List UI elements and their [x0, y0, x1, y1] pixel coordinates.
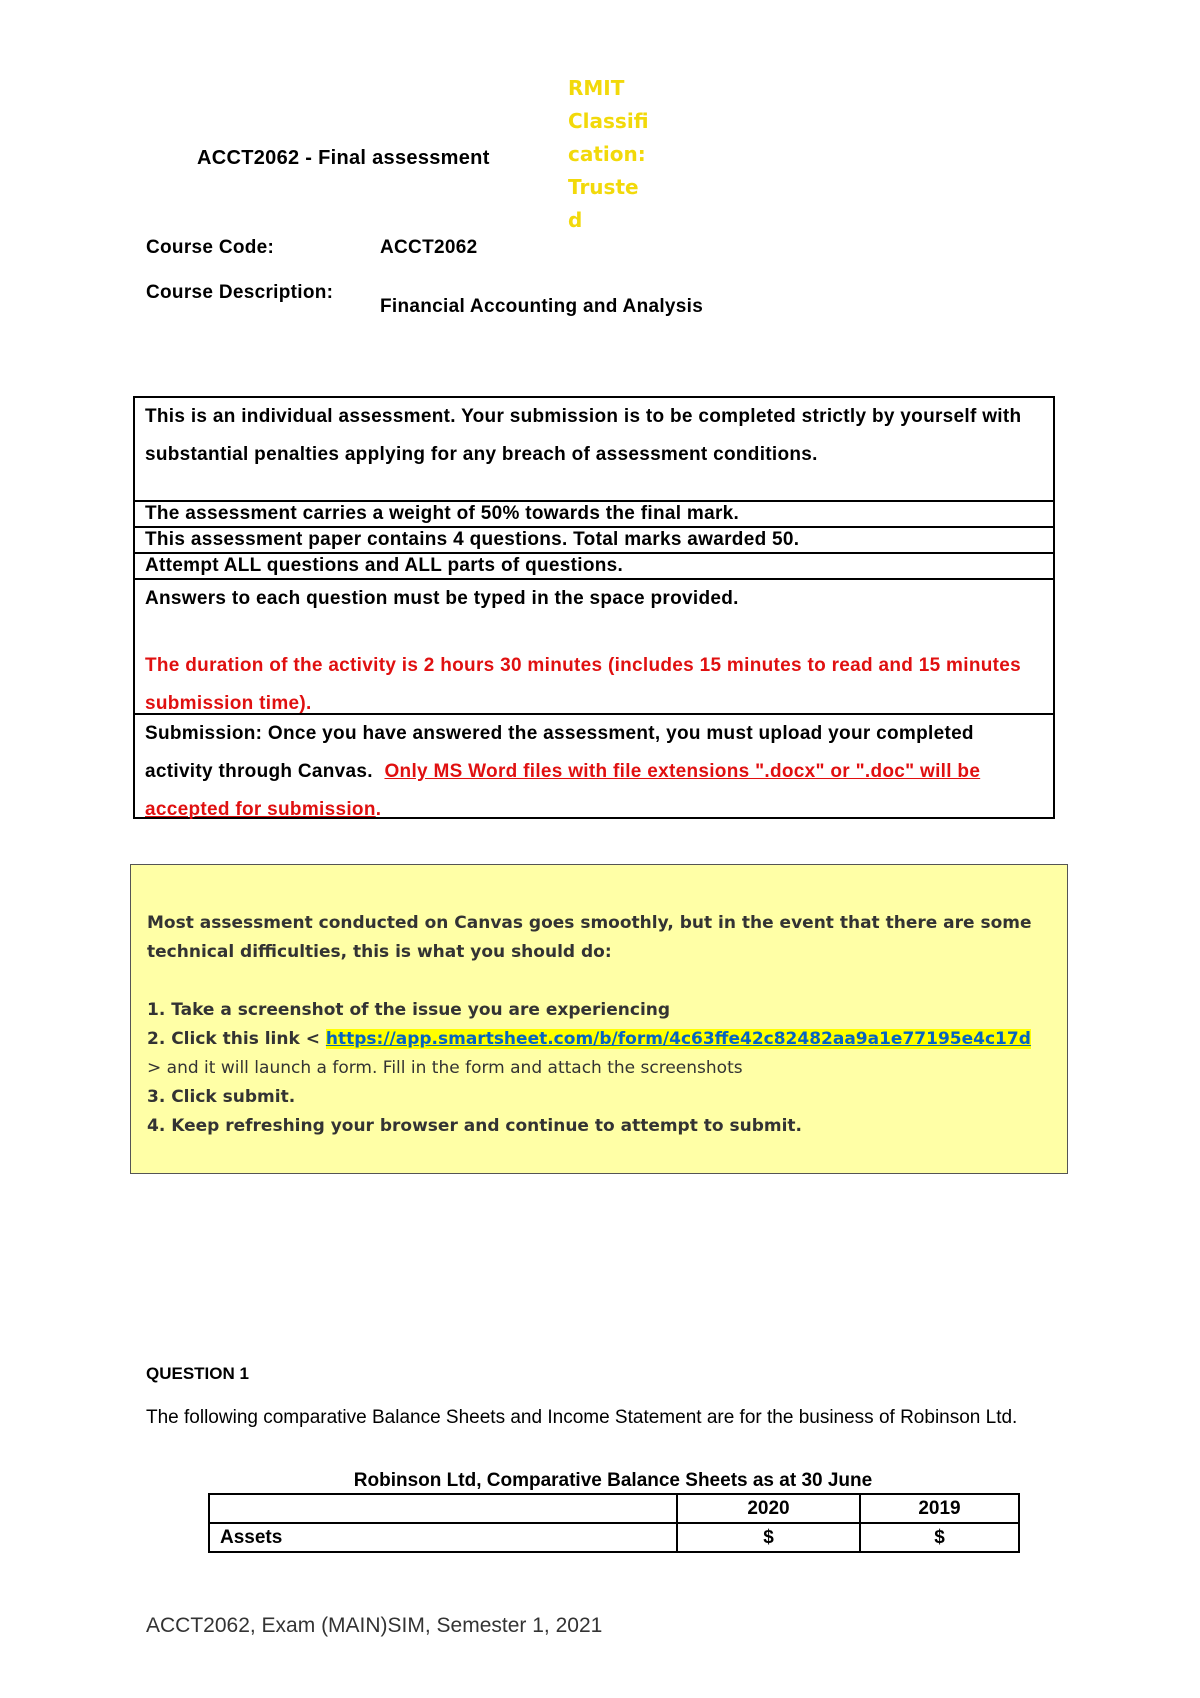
table-cell — [210, 1495, 678, 1522]
instruction-attempt-all: Attempt ALL questions and ALL parts of questions. — [135, 554, 1053, 580]
tech-step-4: 4. Keep refreshing your browser and continue to attempt to submit. — [147, 1116, 803, 1136]
technical-difficulties-box — [130, 864, 1068, 1174]
instruction-duration: The duration of the activity is 2 hours 30 minutes (includes 15 minutes to read and 15 minutes submission time). — [145, 655, 1021, 714]
instruction-questions: This assessment paper contains 4 questions. Total marks awarded 50. — [135, 528, 1053, 554]
classification-line: cation: — [568, 142, 646, 166]
question-1-text: The following comparative Balance Sheets and Income Statement are for the business of Robinson Ltd. — [146, 1407, 1018, 1428]
instruction-answers: Answers to each question must be typed in the space provided. — [145, 588, 739, 609]
course-description-label: Course Description: — [146, 282, 334, 303]
instruction-submission — [135, 715, 1053, 820]
classification-line: Classifi — [568, 109, 649, 133]
submission-text: Submission: Once you have answered the assessment, you must upload your completed activity through Canvas. — [145, 723, 974, 782]
classification-line: Truste — [568, 175, 639, 199]
table-cell: 2020 — [678, 1495, 861, 1522]
instruction-weight: The assessment carries a weight of 50% towards the final mark. — [135, 502, 1053, 528]
table-cell: Assets — [210, 1524, 678, 1551]
classification-line: RMIT — [568, 76, 625, 100]
tech-step-2-suffix: > and it will launch a form. Fill in the form and attach the screenshots — [147, 1058, 743, 1078]
classification-label — [568, 72, 648, 237]
submission-file-types: Only MS Word files with file extensions ".docx" or ".doc" will be accepted for submission — [145, 761, 981, 820]
table-cell: $ — [934, 1527, 945, 1548]
instruction-answers-duration — [135, 580, 1053, 715]
instructions-table — [133, 396, 1055, 819]
tech-step-3: 3. Click submit. — [147, 1087, 296, 1107]
tech-step-2-prefix: 2. Click this link < — [147, 1029, 326, 1049]
classification-line: d — [568, 208, 583, 232]
tech-step-2 — [147, 1025, 1047, 1083]
smartsheet-form-link[interactable]: https://app.smartsheet.com/b/form/4c63ffe42c82482aa9a1e77195e4c17d — [325, 1029, 1031, 1049]
table-row — [210, 1524, 1018, 1551]
table-cell: 2019 — [918, 1498, 961, 1519]
instruction-individual: This is an individual assessment. Your submission is to be completed strictly by yourself with substantial penalties applying for any breach of assessment conditions. — [135, 398, 1053, 502]
tech-intro: Most assessment conducted on Canvas goes smoothly, but in the event that there are some technical difficulties, this is what you should do: — [147, 913, 1032, 962]
submission-period: . — [375, 799, 382, 820]
course-code-value: ACCT2062 — [380, 237, 478, 258]
tech-step-1: 1. Take a screenshot of the issue you are experiencing — [147, 1000, 671, 1020]
balance-sheet-table — [208, 1493, 1020, 1553]
table-cell: $ — [678, 1524, 861, 1551]
question-1-heading: QUESTION 1 — [146, 1364, 249, 1383]
course-description-value: Financial Accounting and Analysis — [380, 296, 704, 317]
course-code-label: Course Code: — [146, 237, 275, 258]
table-header-row — [210, 1495, 1018, 1524]
page-footer: ACCT2062, Exam (MAIN)SIM, Semester 1, 2021 — [146, 1614, 603, 1637]
balance-sheet-title: Robinson Ltd, Comparative Balance Sheets as at 30 June — [353, 1470, 873, 1491]
assessment-title: ACCT2062 - Final assessment — [197, 147, 490, 169]
